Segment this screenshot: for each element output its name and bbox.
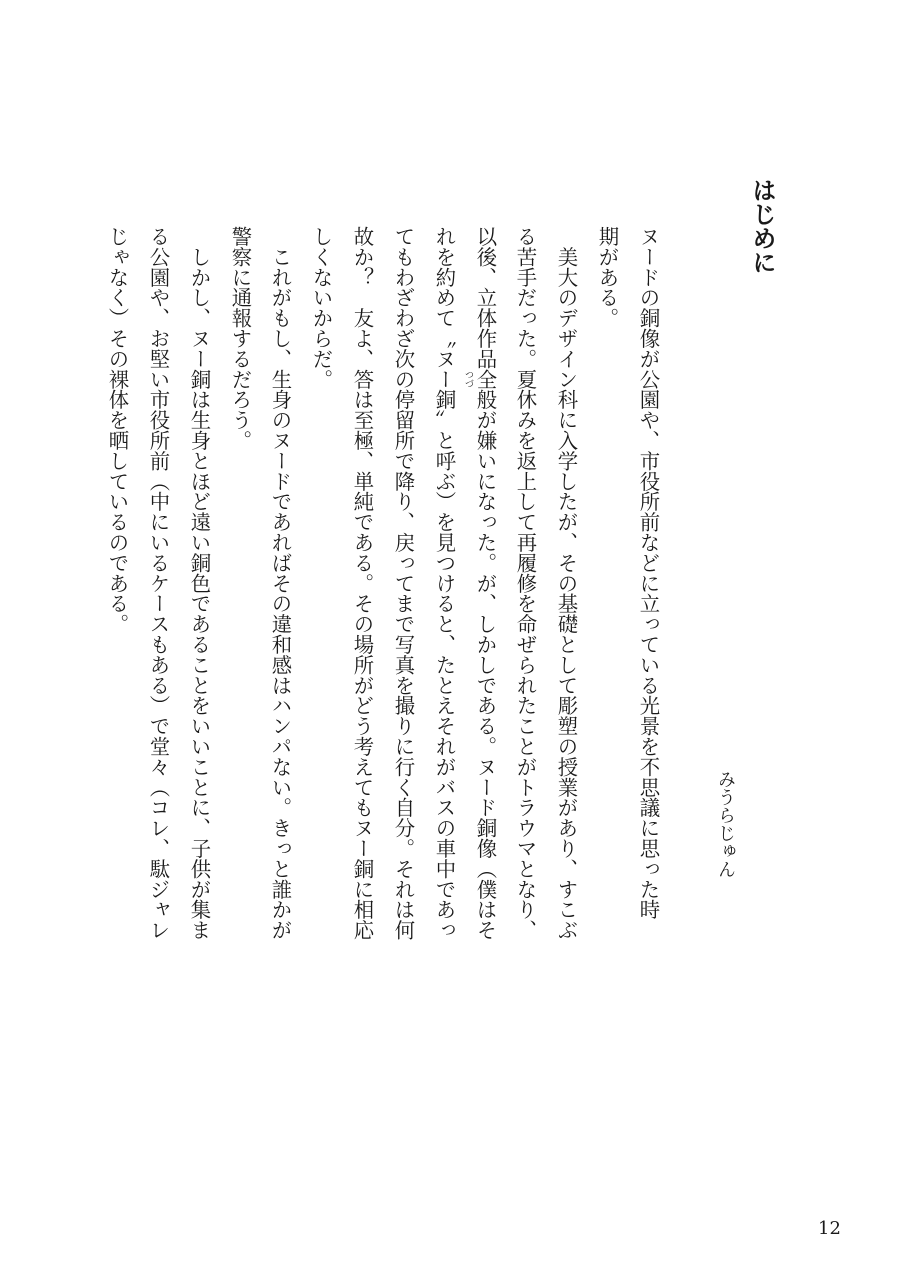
text-column-14: じゃなく）その裸体を晒しているのである。 bbox=[105, 226, 130, 634]
text-column-5: 以後、立体作品全般が嫌いになった。が、しかしである。ヌード銅像（僕はそ bbox=[473, 226, 498, 940]
text-column-7: てもわざわざ次の停留所で降り、戻ってまで写真を撮りに行く自分。それは何 bbox=[391, 226, 416, 940]
text-column-6: れを約めて〝ヌー銅〟と呼ぶ）を見つけると、たとえそれがバスの車中であっ bbox=[432, 226, 457, 940]
text-column-13: る公園や、お堅い市役所前（中にいるケースもある）で堂々（コレ、駄ジャレ bbox=[146, 226, 171, 940]
text-column-1: ヌードの銅像が公園や、市役所前などに立っている光景を不思議に思った時 bbox=[636, 226, 661, 920]
text-column-12: しかし、ヌー銅は生身とほど遠い銅色であることをいいことに、子供が集ま bbox=[187, 226, 212, 940]
text-column-8: 故か？ 友よ、答は至極、単純である。その場所がどう考えてもヌー銅に相応 bbox=[350, 226, 375, 940]
chapter-title: はじめに bbox=[748, 178, 776, 274]
text-column-10: これがもし、生身のヌードであればその違和感はハンパない。きっと誰かが bbox=[268, 226, 293, 940]
text-column-9: しくないからだ。 bbox=[309, 226, 334, 390]
text-column-11: 警察に通報するだろう。 bbox=[228, 226, 253, 451]
ruby-annotation: つづ bbox=[463, 370, 473, 388]
author-name: みうらじゅん bbox=[715, 770, 736, 878]
text-column-2: 期がある。 bbox=[595, 226, 620, 328]
page-number: 12 bbox=[818, 1218, 841, 1239]
text-column-3: 美大のデザイン科に入学したが、その基礎として彫塑の授業があり、すこぶ bbox=[554, 226, 579, 940]
text-column-4: る苦手だった。夏休みを返上して再履修を命ぜられたことがトラウマとなり、 bbox=[513, 226, 538, 940]
